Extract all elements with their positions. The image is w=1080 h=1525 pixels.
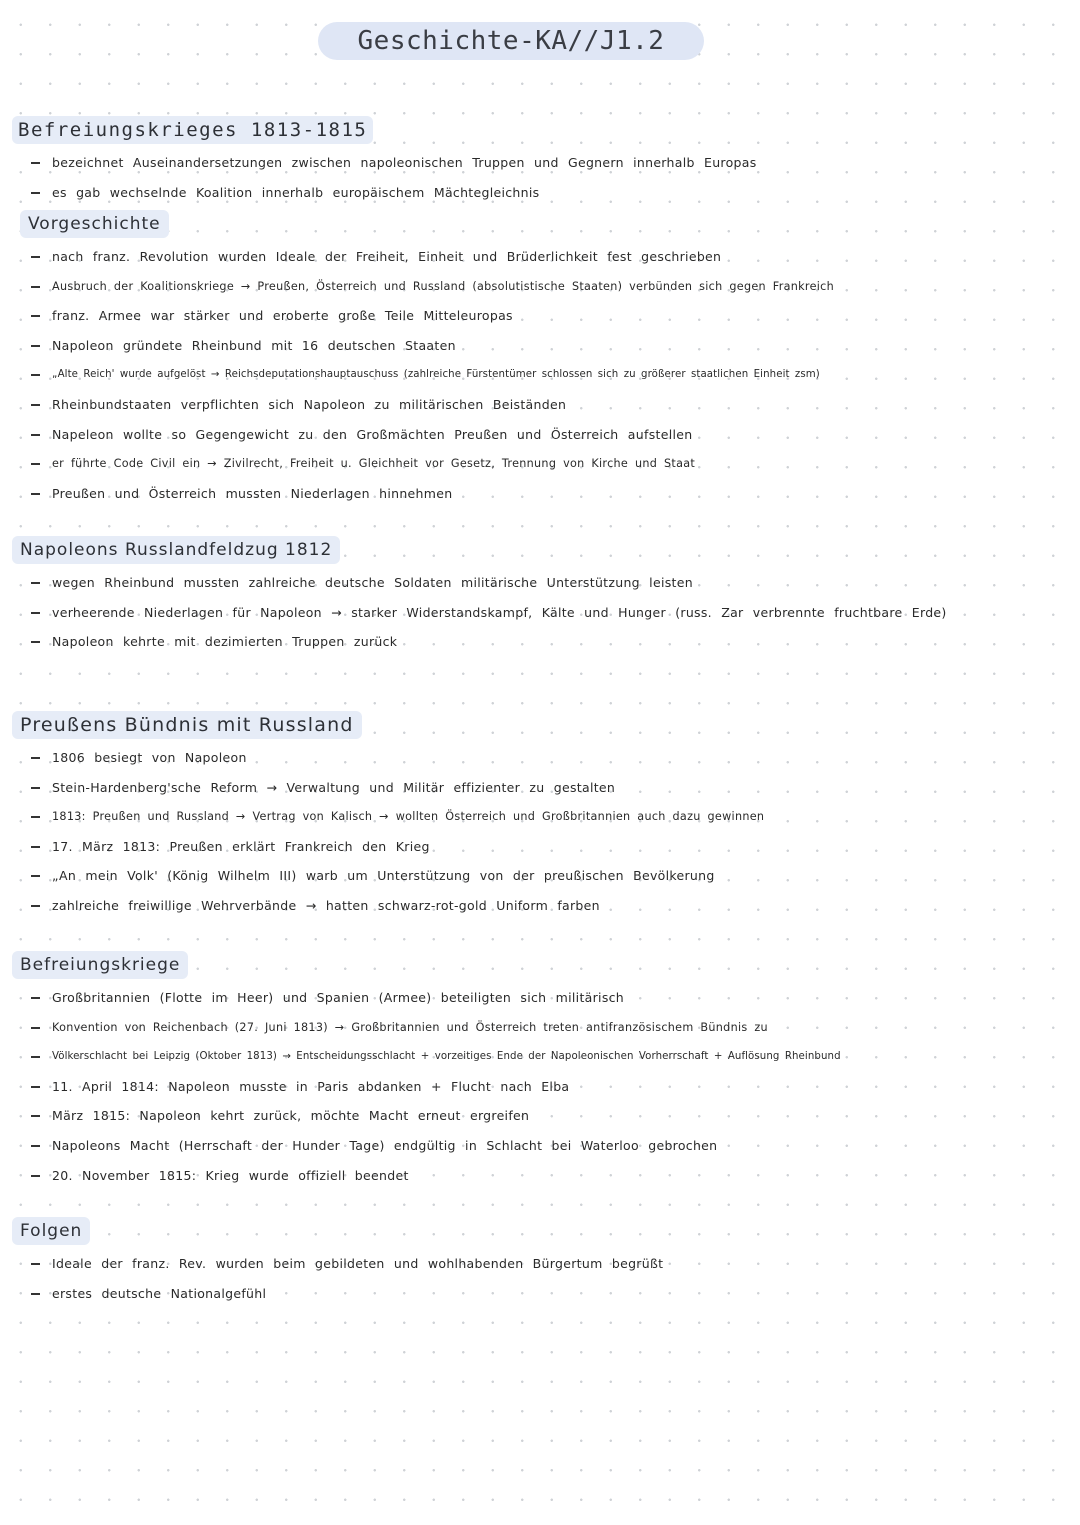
section-preussen-buendnis	[0, 711, 1080, 921]
list-item: 1813: Preußen und Russland → Vertrag von Kalisch → wollten Österreich und Großbritannien auch dazu gewinnen	[0, 802, 1080, 832]
list-item: Napeleon wollte so Gegengewicht zu den Großmächten Preußen und Österreich aufstellen	[0, 420, 1080, 450]
list-item: „An mein Volk' (König Wilhelm III) warb um Unterstützung von der preußischen Bevölkerung	[0, 861, 1080, 891]
list-item: 17. März 1813: Preußen erklärt Frankreich den Krieg	[0, 832, 1080, 862]
section-heading: Folgen	[12, 1217, 90, 1245]
list-item: er führte Code Civil ein → Zivilrecht, Freiheit u. Gleichheit vor Gesetz, Trennung von Kirche und Staat	[0, 449, 1080, 479]
list-item: bezeichnet Auseinandersetzungen zwischen napoleonischen Truppen und Gegnern innerhalb Europas	[0, 148, 1080, 178]
list-item: nach franz. Revolution wurden Ideale der Freiheit, Einheit und Brüderlichkeit fest geschrieben	[0, 242, 1080, 272]
page-title: Geschichte-KA//J1.2	[318, 22, 704, 60]
section-befreiungskriege	[0, 951, 1080, 1190]
list-item: Stein-Hardenberg'sche Reform → Verwaltung und Militär effizienter zu gestalten	[0, 773, 1080, 803]
list-item: erstes deutsche Nationalgefühl	[0, 1279, 1080, 1309]
list-item: Konvention von Reichenbach (27. Juni 1813) → Großbritannien und Österreich treten antifranzösischem Bündnis zu	[0, 1013, 1080, 1043]
bullet-list	[0, 1249, 1080, 1308]
list-item: „Alte Reich' wurde aufgelöst → Reichsdeputationshauptauschuss (zahlreiche Fürstentümer schlossen sich zu größerer staatlichen Einheit zsm)	[0, 360, 1080, 390]
section-heading: Napoleons Russlandfeldzug 1812	[12, 536, 340, 564]
list-item: franz. Armee war stärker und eroberte große Teile Mitteleuropas	[0, 301, 1080, 331]
list-item: Ausbruch der Koalitionskriege → Preußen, Österreich und Russland (absolutistische Staaten) verbünden sich gegen Frankreich	[0, 272, 1080, 302]
section-folgen	[0, 1217, 1080, 1308]
section-russlandfeldzug	[0, 536, 1080, 657]
list-item: März 1815: Napoleon kehrt zurück, möchte Macht erneut ergreifen	[0, 1101, 1080, 1131]
list-item: Napoleon kehrte mit dezimierten Truppen zurück	[0, 627, 1080, 657]
list-item: Ideale der franz. Rev. wurden beim gebildeten und wohlhabenden Bürgertum begrüßt	[0, 1249, 1080, 1279]
section-heading: Vorgeschichte	[20, 210, 169, 238]
list-item: wegen Rheinbund mussten zahlreiche deutsche Soldaten militärische Unterstützung leisten	[0, 568, 1080, 598]
section-heading: Befreiungskrieges 1813-1815	[12, 116, 373, 144]
bullet-list	[0, 743, 1080, 921]
bullet-list	[0, 983, 1080, 1190]
section-vorgeschichte	[0, 210, 1080, 508]
bullet-list	[0, 568, 1080, 657]
list-item: Napoleons Macht (Herrschaft der Hunder Tage) endgültig in Schlacht bei Waterloo gebrochen	[0, 1131, 1080, 1161]
list-item: zahlreiche freiwillige Wehrverbände → hatten schwarz-rot-gold Uniform farben	[0, 891, 1080, 921]
list-item: es gab wechselnde Koalition innerhalb europäischem Mächtegleichnis	[0, 178, 1080, 208]
section-heading: Preußens Bündnis mit Russland	[12, 711, 362, 739]
section-befreiungskriege-intro	[0, 116, 1080, 207]
list-item: Rheinbundstaaten verpflichten sich Napoleon zu militärischen Beiständen	[0, 390, 1080, 420]
list-item: Napoleon gründete Rheinbund mit 16 deutschen Staaten	[0, 331, 1080, 361]
list-item: verheerende Niederlagen für Napoleon → starker Widerstandskampf, Kälte und Hunger (russ. Zar verbrennte fruchtbare Erde)	[0, 598, 1080, 628]
bullet-list	[0, 242, 1080, 508]
list-item: Völkerschlacht bei Leipzig (Oktober 1813) → Entscheidungsschlacht + vorzeitiges Ende der Napoleonischen Vorherrschaft + Auflösung Rheinbund	[0, 1042, 1080, 1072]
section-heading: Befreiungskriege	[12, 951, 188, 979]
list-item: 11. April 1814: Napoleon musste in Paris abdanken + Flucht nach Elba	[0, 1072, 1080, 1102]
list-item: 1806 besiegt von Napoleon	[0, 743, 1080, 773]
bullet-list	[0, 148, 1080, 207]
list-item: Großbritannien (Flotte im Heer) und Spanien (Armee) beteiligten sich militärisch	[0, 983, 1080, 1013]
list-item: 20. November 1815: Krieg wurde offiziell beendet	[0, 1161, 1080, 1191]
list-item: Preußen und Österreich mussten Niederlagen hinnehmen	[0, 479, 1080, 509]
